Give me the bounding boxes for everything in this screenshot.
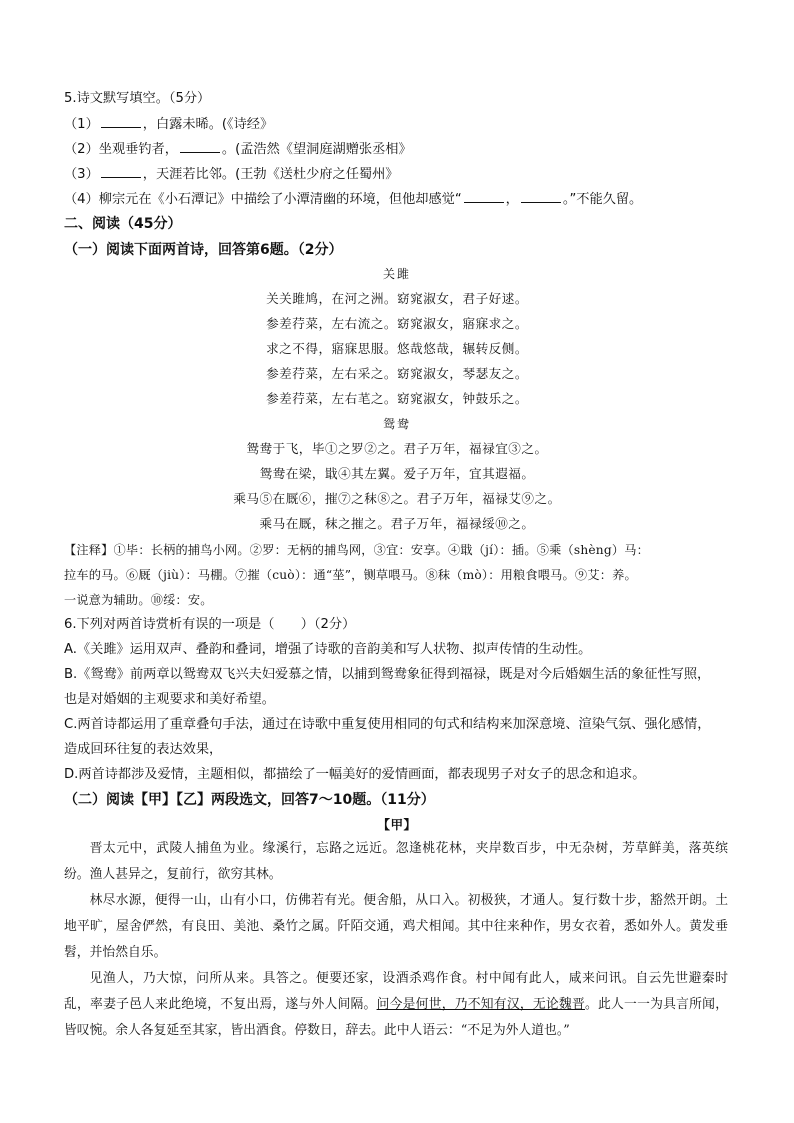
part2-heading: （二）阅读【甲】【乙】两段选文，回答7～10题。（11分） — [64, 792, 435, 808]
passage-paragraph: 晋太元中，武陵人捕鱼为业。缘溪行，忘路之远近。忽逢桃花林，夹岸数百步，中无杂树，芳草鲜美，落英缤纷。渔人甚异之，复前行，欲穷其林。 — [64, 841, 728, 882]
q5-item-4-middle: ， — [505, 192, 519, 207]
poem1-line: 参差荇菜，左右采之。窈窕淑女，琴瑟友之。 — [266, 366, 528, 381]
q5-title: 5.诗文默写填空。（5分） — [64, 91, 211, 106]
answer-blank[interactable] — [101, 164, 141, 178]
answer-blank[interactable] — [101, 114, 141, 128]
poem2-line: 鸳鸯于飞，毕①之罗②之。君子万年，福禄宜③之。 — [246, 441, 548, 456]
q5-item-4-suffix: 。”不能久留。 — [562, 192, 643, 207]
underlined-sentence: 问今是何世，乃不知有汉，无论魏晋 — [376, 997, 585, 1012]
answer-blank[interactable] — [521, 189, 561, 203]
q6-option-c-cont: 造成回环往复的表达效果， — [64, 742, 223, 757]
q6-option-d[interactable]: D.两首诗都涉及爱情，主题相似，都描绘了一幅美好的爱情画面，都表现男子对女子的思念和追求。 — [64, 767, 646, 782]
poem1-line: 参差荇菜，左右芼之。窈窕淑女，钟鼓乐之。 — [266, 391, 528, 406]
part1-heading: （一）阅读下面两首诗，回答第6题。（2分） — [64, 242, 343, 258]
poem1-line: 参差荇菜，左右流之。窈窕淑女，寤寐求之。 — [266, 316, 528, 331]
passage-paragraph — [64, 966, 728, 1044]
passage-jia-label: 【甲】 — [377, 817, 417, 832]
q5-item-3-suffix: ，天涯若比邻。(王勃《送杜少府之任蜀州》 — [142, 167, 399, 182]
answer-blank[interactable] — [180, 139, 220, 153]
q5-item-1-suffix: ，白露未晞。(《诗经》 — [142, 117, 274, 132]
q5-item-2-prefix: （2）坐观垂钓者， — [64, 142, 178, 157]
annotation-line: 拉车的马。⑥厩（jiù）：马棚。⑦摧（cuò）：通“莝”，铡草喂马。⑧秣（mò）：用粮食喂马。⑨艾：养。 — [64, 568, 637, 582]
q5-item-2 — [64, 139, 412, 160]
q5-item-3-prefix: （3） — [64, 167, 99, 182]
q6-option-b-cont: 也是对婚姻的主观要求和美好希望。 — [64, 692, 275, 707]
poem1-title: 关雎 — [382, 267, 411, 281]
q5-item-1-prefix: （1） — [64, 117, 99, 132]
poem2-line: 乘马在厩，秣之摧之。君子万年，福禄绥⑩之。 — [259, 516, 535, 531]
poem1-line: 关关雎鸠，在河之洲。窈窕淑女，君子好逑。 — [266, 291, 528, 306]
q5-item-4 — [64, 189, 642, 210]
q5-item-3 — [64, 164, 398, 185]
q5-item-1 — [64, 114, 273, 135]
q6-option-a[interactable]: A.《关雎》运用双声、叠韵和叠词，增强了诗歌的音韵美和写人状物、拟声传情的生动性。 — [64, 642, 592, 657]
poem2-line: 鸳鸯在梁，戢④其左翼。爱子万年，宜其遐福。 — [259, 466, 535, 481]
poem2-line: 乘马⑤在厩⑥，摧⑦之秣⑧之。君子万年，福禄艾⑨之。 — [233, 491, 561, 506]
q6-stem: 6.下列对两首诗赏析有误的一项是（ ）（2分） — [64, 617, 356, 632]
poem2-title: 鸳鸯 — [382, 417, 411, 431]
q6-option-c[interactable]: C.两首诗都运用了重章叠句手法，通过在诗歌中重复使用相同的句式和结构来加深意境、渲染气氛、强化感情， — [64, 717, 711, 732]
q6-option-b[interactable]: B.《鸳鸯》前两章以鸳鸯双飞兴夫妇爱慕之情，以捕到鸳鸯象征得到福禄，既是对今后婚姻生活的象征性写照， — [64, 667, 711, 682]
passage-text: 。此人一一为具言所闻，皆叹惋。余人各复延至其家，皆出酒食。停数日，辞去。此中人语云：“不足为外人道也。” — [64, 997, 729, 1038]
annotation-line: 一说意为辅助。⑩绥：安。 — [64, 593, 213, 607]
annotation-line: 【注释】①毕：长柄的捕鸟小网。②罗：无柄的捕鸟网，③宜：安享。④戢（jí）：插。⑤乘（shèng）马： — [64, 543, 649, 557]
passage-jia — [64, 836, 728, 1044]
answer-blank[interactable] — [464, 189, 504, 203]
passage-paragraph: 林尽水源，便得一山，山有小口，仿佛若有光。便舍船，从口入。初极狭，才通人。复行数十步，豁然开朗。土地平旷，屋舍俨然，有良田、美池、桑竹之属。阡陌交通，鸡犬相闻。其中往来种作，男女衣着，悉如外人。黄发垂髫，并怡然自乐。 — [64, 893, 728, 960]
passage-text: 见渔人，乃大惊，问所从来。具答之。便要还家，设酒杀鸡作食。村中闻有此人，咸来问讯。自云先世避秦时乱，率妻子邑人来此绝境，不复出焉，遂与外人间隔。 — [64, 971, 728, 1012]
q5-item-2-suffix: 。(孟浩然《望洞庭湖赠张丞相》 — [221, 142, 412, 157]
poem1-line: 求之不得，寤寐思服。悠哉悠哉，辗转反侧。 — [266, 341, 528, 356]
q5-item-4-prefix: （4）柳宗元在《小石潭记》中描绘了小潭清幽的环境，但他却感觉“ — [64, 192, 462, 207]
section-heading: 二、阅读（45分） — [64, 216, 182, 232]
